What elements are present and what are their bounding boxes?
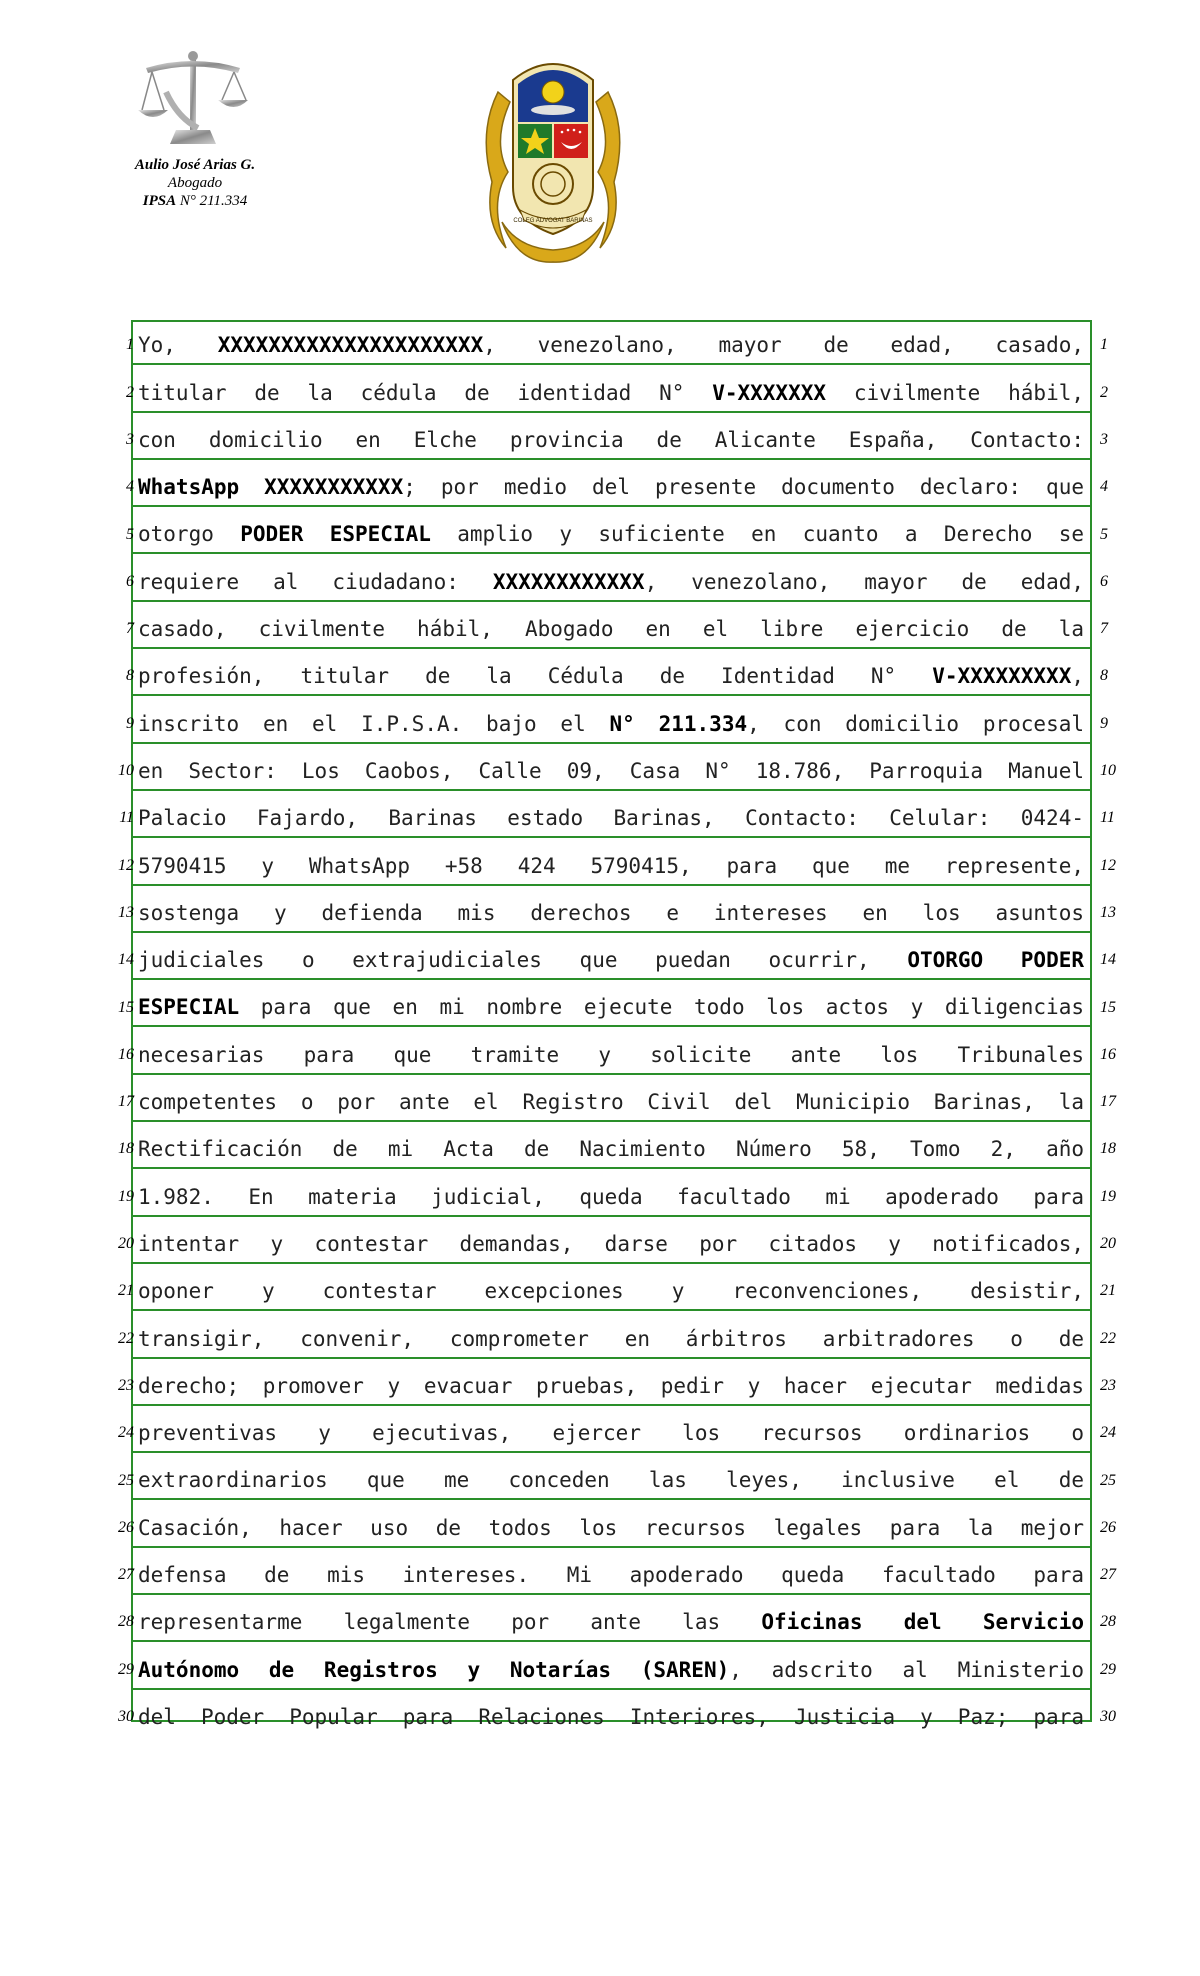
document-line — [131, 1503, 1092, 1550]
line-number-right: 15 — [1100, 998, 1116, 1016]
document-line — [131, 746, 1092, 793]
line-number-left: 21 — [118, 1282, 134, 1300]
text-run: civilmente hábil, — [826, 380, 1084, 405]
text-run: ; por medio del presente documento declaro: que — [403, 475, 1084, 500]
document-line — [131, 1266, 1092, 1313]
line-rule — [131, 742, 1092, 744]
line-number-left: 9 — [126, 714, 134, 732]
crest-motto: COLEG ADVOGAT BARINAS — [513, 218, 593, 224]
line-number-right: 29 — [1100, 1660, 1116, 1678]
text-run: sostenga y defienda mis derechos e intereses en los asuntos — [138, 900, 1084, 925]
line-number-left: 4 — [126, 478, 134, 496]
line-text — [138, 1560, 1084, 1590]
line-number-left: 18 — [118, 1140, 134, 1158]
line-text — [138, 1324, 1084, 1354]
line-text — [138, 1134, 1084, 1164]
line-text — [138, 519, 1084, 549]
line-rule — [131, 552, 1092, 554]
line-rule — [131, 411, 1092, 413]
text-run: Yo, — [138, 333, 218, 358]
line-number-right: 1 — [1100, 336, 1108, 354]
document-line — [131, 1077, 1092, 1124]
line-text — [138, 472, 1084, 502]
line-rule — [131, 363, 1092, 365]
line-number-right: 4 — [1100, 478, 1108, 496]
text-run: intentar y contestar demandas, darse por citados y notificados, — [138, 1231, 1084, 1256]
line-rule — [131, 1498, 1092, 1500]
text-run: otorgo — [138, 522, 241, 547]
line-number-left: 7 — [126, 620, 134, 638]
line-text — [138, 425, 1084, 455]
line-number-right: 20 — [1100, 1235, 1116, 1252]
ipsa-number: N° 211.334 — [179, 193, 248, 209]
line-text — [138, 1465, 1084, 1495]
text-run: , venezolano, mayor de edad, — [644, 569, 1084, 594]
line-text — [138, 330, 1084, 360]
line-number-right: 22 — [1100, 1329, 1116, 1347]
line-number-right: 30 — [1100, 1708, 1116, 1725]
line-number-left: 17 — [118, 1093, 134, 1111]
line-number-left: 5 — [126, 525, 134, 543]
line-rule — [131, 694, 1092, 696]
line-number-left: 30 — [118, 1708, 134, 1725]
document-line — [131, 698, 1092, 745]
line-text — [138, 709, 1084, 739]
lawyer-name: Aulio José Arias G. — [134, 157, 256, 173]
document-line — [131, 1030, 1092, 1077]
bold-text: ESPECIAL — [138, 995, 240, 1020]
text-run: judiciales o extrajudiciales que puedan ocurrir, — [138, 948, 908, 973]
text-run: requiere al ciudadano: — [138, 569, 493, 594]
line-number-left: 20 — [118, 1235, 134, 1252]
line-rule — [131, 1167, 1092, 1169]
line-text — [138, 1276, 1084, 1306]
line-number-right: 6 — [1100, 572, 1108, 590]
line-number-left: 22 — [118, 1329, 134, 1347]
document-line — [131, 320, 1092, 367]
text-run: Palacio Fajardo, Barinas estado Barinas, Contacto: Celular: 0424- — [138, 806, 1084, 831]
line-rule — [131, 1357, 1092, 1359]
line-text — [138, 1087, 1084, 1117]
lawyer-signature-block — [110, 156, 280, 210]
line-text — [138, 945, 1084, 975]
document-line — [131, 1171, 1092, 1218]
text-run: derecho; promover y evacuar pruebas, pedir y hacer ejecutar medidas — [138, 1373, 1084, 1398]
line-number-left: 25 — [118, 1471, 134, 1489]
bar-association-crest-icon — [478, 52, 628, 264]
text-run: representarme legalmente por ante las — [138, 1610, 762, 1635]
text-run: , — [1071, 664, 1084, 689]
ipsa-label: IPSA — [142, 193, 177, 209]
line-text — [138, 1607, 1084, 1637]
line-rule — [131, 978, 1092, 980]
line-number-right: 28 — [1100, 1613, 1116, 1631]
line-number-left: 10 — [118, 762, 134, 779]
document-line — [131, 509, 1092, 556]
text-run: , adscrito al Ministerio — [729, 1657, 1084, 1682]
line-number-left: 1 — [126, 336, 134, 354]
line-rule — [131, 1120, 1092, 1122]
text-run: , venezolano, mayor de edad, casado, — [483, 333, 1084, 358]
document-line — [131, 1644, 1092, 1691]
line-rule — [131, 1451, 1092, 1453]
line-number-right: 9 — [1100, 714, 1108, 732]
line-number-left: 19 — [118, 1187, 134, 1205]
line-number-right: 3 — [1100, 430, 1108, 448]
text-run: Casación, hacer uso de todos los recursos legales para la mejor — [138, 1515, 1084, 1540]
line-rule — [131, 600, 1092, 602]
line-text — [138, 661, 1084, 691]
text-run: profesión, titular de la Cédula de Identidad N° — [138, 664, 933, 689]
line-number-right: 19 — [1100, 1187, 1116, 1205]
document-line — [131, 888, 1092, 935]
line-number-left: 16 — [118, 1045, 134, 1063]
line-text — [138, 1513, 1084, 1543]
line-rule — [131, 931, 1092, 933]
bold-text: WhatsApp XXXXXXXXXXX — [138, 475, 404, 500]
line-number-right: 13 — [1100, 903, 1116, 921]
lawyer-ipsa — [110, 192, 280, 210]
line-number-right: 27 — [1100, 1566, 1116, 1584]
line-rule — [131, 1215, 1092, 1217]
line-rule — [131, 1640, 1092, 1642]
document-line — [131, 1550, 1092, 1597]
text-run: amplio y suficiente en cuanto a Derecho se — [430, 522, 1084, 547]
line-number-right: 5 — [1100, 525, 1108, 543]
document-line — [131, 604, 1092, 651]
line-text — [138, 1182, 1084, 1212]
bold-text: XXXXXXXXXXXXXXXXXXXXX — [217, 333, 484, 358]
document-line — [131, 1455, 1092, 1502]
line-number-left: 28 — [118, 1613, 134, 1631]
document-line — [131, 840, 1092, 887]
line-rule — [131, 1688, 1092, 1690]
text-run: , con domicilio procesal — [747, 711, 1084, 736]
text-run: titular de la cédula de identidad N° — [138, 380, 713, 405]
line-rule — [131, 836, 1092, 838]
line-rule — [131, 505, 1092, 507]
line-text — [138, 1371, 1084, 1401]
line-number-right: 8 — [1100, 667, 1108, 685]
lawyer-title: Abogado — [167, 175, 223, 191]
text-run: Rectificación de mi Acta de Nacimiento Número 58, Tomo 2, año — [138, 1137, 1084, 1162]
line-rule — [131, 789, 1092, 791]
document-line — [131, 935, 1092, 982]
text-run: para que en mi nombre ejecute todo los actos y diligencias — [239, 995, 1084, 1020]
line-number-left: 26 — [118, 1518, 134, 1536]
line-number-left: 14 — [118, 951, 134, 969]
line-text — [138, 614, 1084, 644]
bold-text: V-XXXXXXXXX — [932, 664, 1072, 689]
line-text — [138, 992, 1084, 1022]
document-line — [131, 1597, 1092, 1644]
document-line — [131, 1692, 1092, 1739]
text-run: preventivas y ejecutivas, ejercer los recursos ordinarios o — [138, 1421, 1084, 1446]
text-run: oponer y contestar excepciones y reconvenciones, desistir, — [138, 1279, 1084, 1304]
line-number-left: 27 — [118, 1566, 134, 1584]
line-number-left: 29 — [118, 1660, 134, 1678]
line-rule — [131, 1309, 1092, 1311]
line-number-right: 24 — [1100, 1424, 1116, 1442]
document-line — [131, 1361, 1092, 1408]
line-number-right: 12 — [1100, 856, 1116, 874]
line-number-right: 14 — [1100, 951, 1116, 969]
text-run: casado, civilmente hábil, Abogado en el libre ejercicio de la — [138, 617, 1084, 642]
line-text — [138, 756, 1084, 786]
document-line — [131, 1219, 1092, 1266]
line-number-right: 23 — [1100, 1376, 1116, 1394]
document-line — [131, 651, 1092, 698]
line-text — [138, 851, 1084, 881]
line-text — [138, 378, 1084, 408]
scales-of-justice-icon — [138, 48, 248, 148]
text-run: extraordinarios que me conceden las leyes, inclusive el de — [138, 1468, 1084, 1493]
line-number-right: 2 — [1100, 383, 1108, 401]
bold-text: XXXXXXXXXXXX — [492, 569, 645, 594]
bold-text: Oficinas del Servicio — [761, 1610, 1084, 1635]
line-text — [138, 1229, 1084, 1259]
line-text — [138, 1418, 1084, 1448]
line-number-left: 13 — [118, 903, 134, 921]
line-number-right: 16 — [1100, 1045, 1116, 1063]
line-number-left: 6 — [126, 572, 134, 590]
line-rule — [131, 1073, 1092, 1075]
text-run: del Poder Popular para Relaciones Interiores, Justicia y Paz; para — [138, 1704, 1084, 1729]
document-line — [131, 415, 1092, 462]
line-rule — [131, 458, 1092, 460]
bold-text: N° 211.334 — [609, 711, 748, 736]
text-run: necesarias para que tramite y solicite ante los Tribunales — [138, 1042, 1084, 1067]
line-number-left: 11 — [119, 809, 134, 827]
line-number-right: 21 — [1100, 1282, 1116, 1300]
text-run: inscrito en el I.P.S.A. bajo el — [138, 711, 610, 736]
line-rule — [131, 884, 1092, 886]
line-text — [138, 898, 1084, 928]
line-number-left: 2 — [126, 383, 134, 401]
line-text — [138, 803, 1084, 833]
line-rule — [131, 1546, 1092, 1548]
line-rule — [131, 1025, 1092, 1027]
line-number-left: 3 — [126, 430, 134, 448]
text-run: competentes o por ante el Registro Civil del Municipio Barinas, la — [138, 1090, 1084, 1115]
text-run: 1.982. En materia judicial, queda facultado mi apoderado para — [138, 1184, 1084, 1209]
line-number-left: 8 — [126, 667, 134, 685]
line-rule — [131, 647, 1092, 649]
line-text — [138, 1655, 1084, 1685]
line-number-right: 25 — [1100, 1471, 1116, 1489]
document-line — [131, 462, 1092, 509]
bold-text: PODER ESPECIAL — [240, 522, 431, 547]
text-run: defensa de mis intereses. Mi apoderado queda facultado para — [138, 1563, 1084, 1588]
line-text — [138, 1040, 1084, 1070]
document-line — [131, 557, 1092, 604]
bold-text: Autónomo de Registros y Notarías (SAREN) — [138, 1657, 730, 1682]
line-number-left: 23 — [118, 1376, 134, 1394]
document-line — [131, 367, 1092, 414]
document-line — [131, 793, 1092, 840]
document-line — [131, 1313, 1092, 1360]
line-number-right: 11 — [1100, 809, 1115, 827]
document-line — [131, 982, 1092, 1029]
text-run: 5790415 y WhatsApp +58 424 5790415, para que me represente, — [138, 853, 1084, 878]
line-number-right: 26 — [1100, 1518, 1116, 1536]
text-run: con domicilio en Elche provincia de Alicante España, Contacto: — [138, 427, 1084, 452]
line-rule — [131, 1404, 1092, 1406]
document-line — [131, 1124, 1092, 1171]
text-run: transigir, convenir, comprometer en árbitros arbitradores o de — [138, 1326, 1084, 1351]
line-rule — [131, 1262, 1092, 1264]
line-text — [138, 567, 1084, 597]
line-number-right: 17 — [1100, 1093, 1116, 1111]
line-number-right: 7 — [1100, 620, 1108, 638]
line-number-right: 18 — [1100, 1140, 1116, 1158]
line-number-left: 12 — [118, 856, 134, 874]
line-rule — [131, 1593, 1092, 1595]
text-run: en Sector: Los Caobos, Calle 09, Casa N° 18.786, Parroquia Manuel — [138, 758, 1084, 783]
bold-text: OTORGO PODER — [907, 948, 1084, 973]
bold-text: V-XXXXXXX — [712, 380, 827, 405]
line-number-left: 24 — [118, 1424, 134, 1442]
line-text — [138, 1702, 1084, 1732]
document-line — [131, 1408, 1092, 1455]
line-number-left: 15 — [118, 998, 134, 1016]
line-number-right: 10 — [1100, 762, 1116, 779]
